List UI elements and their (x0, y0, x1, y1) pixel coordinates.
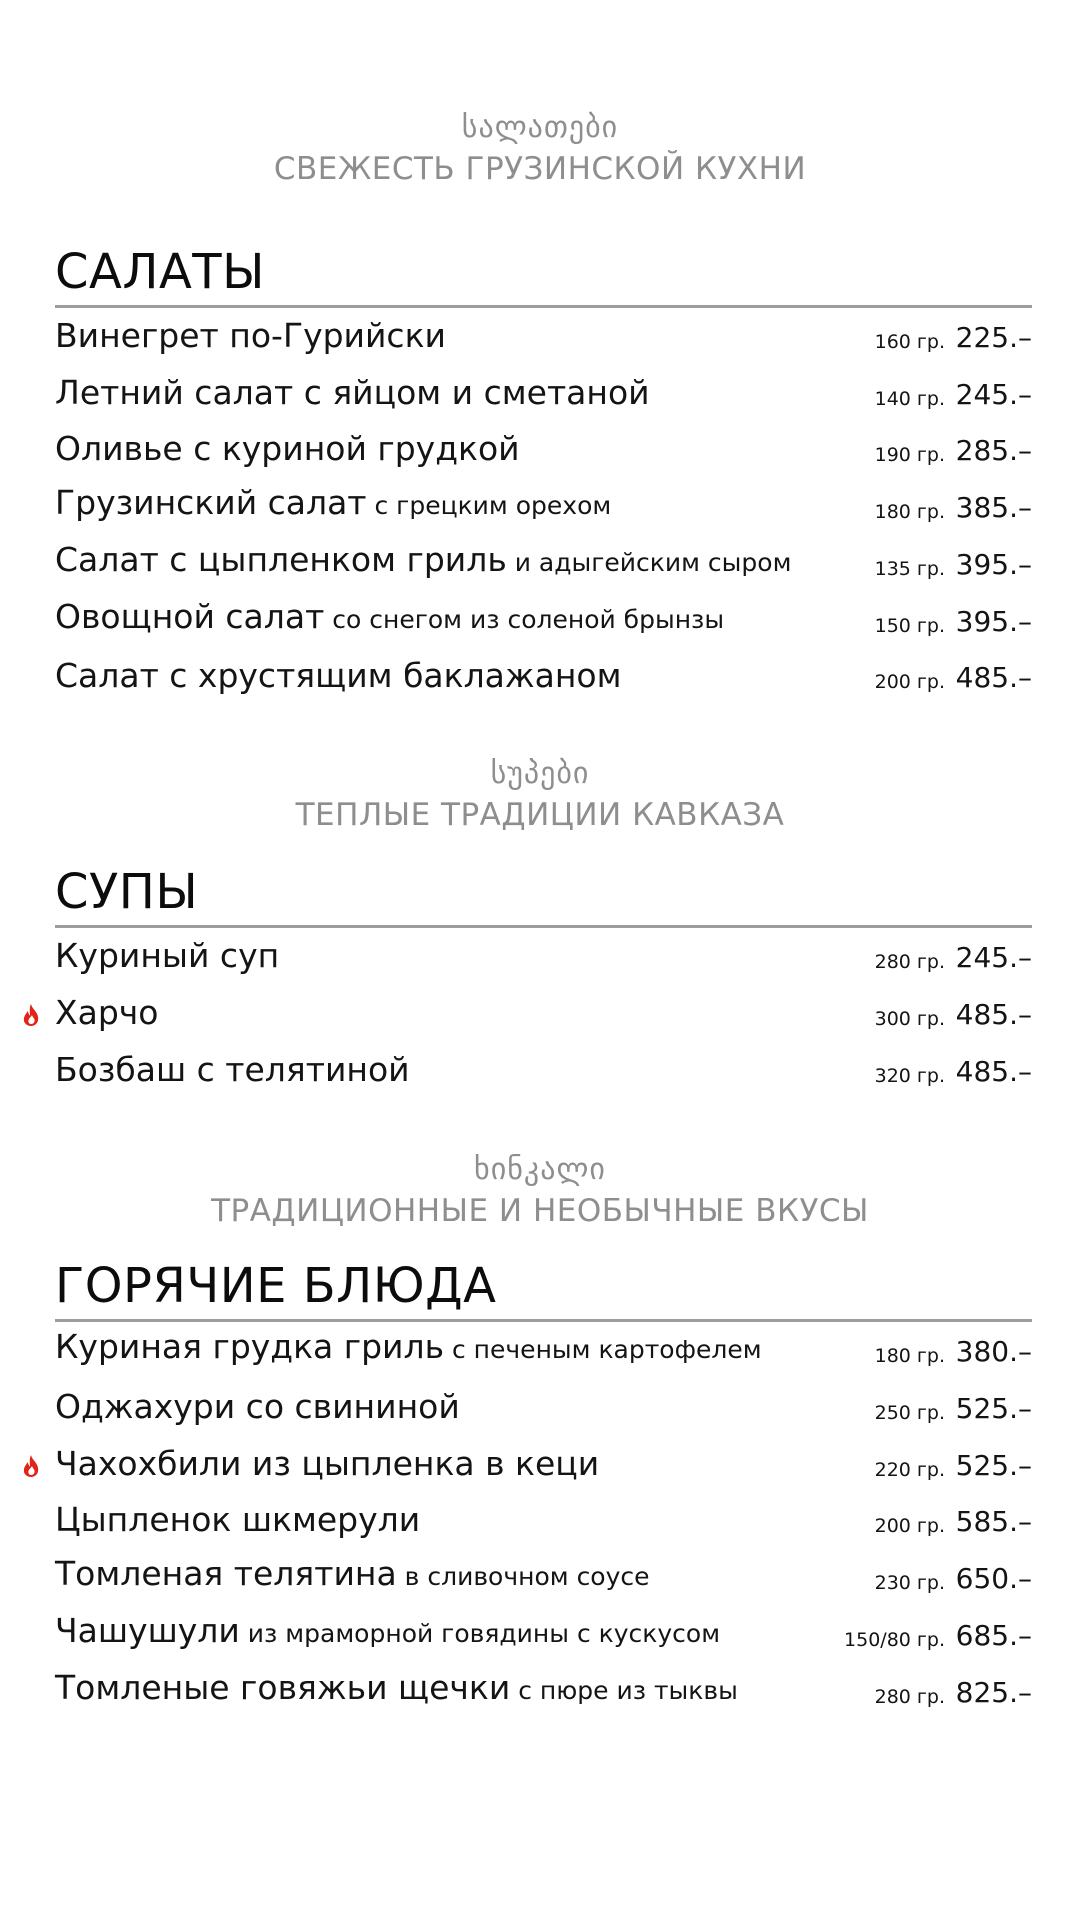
item-description: из мраморной говядины с кускусом (239, 1619, 721, 1648)
item-price: 395.– (955, 547, 1032, 581)
item-title: Чахохбили из цыпленка в кеци (55, 1443, 600, 1483)
item-price: 650.– (955, 1562, 1032, 1596)
item-description: в сливочном соусе (396, 1562, 650, 1592)
item-weight: 180 гр. (874, 1345, 945, 1367)
item-title: Салат с хрустящим баклажаном (55, 656, 622, 696)
item-weight: 135 гр. (874, 557, 945, 580)
menu-item (55, 1050, 1032, 1094)
item-name (55, 1387, 460, 1427)
item-name (55, 597, 724, 640)
item-weight: 190 гр. (874, 444, 945, 467)
menu-item (55, 1387, 1032, 1431)
tagline-russian: ТЕПЛЫЕ ТРАДИЦИИ КАВКАЗА (295, 797, 785, 833)
item-price: 585.– (955, 1505, 1032, 1539)
item-name (55, 1444, 599, 1484)
item-weight: 200 гр. (874, 671, 945, 694)
item-description: с пюре из тыквы (510, 1675, 738, 1705)
item-price: 485.– (955, 661, 1032, 695)
item-description: с грецким орехом (366, 491, 612, 521)
item-price: 525.– (955, 1448, 1032, 1482)
section-tagline (0, 754, 1080, 836)
item-price: 395.– (955, 604, 1032, 638)
section-title: ГОРЯЧИЕ БЛЮДА (55, 1258, 497, 1314)
item-name (55, 1050, 410, 1090)
item-description: с печеным картофелем (444, 1335, 762, 1364)
menu-item (55, 539, 1032, 587)
item-weight: 230 гр. (874, 1572, 945, 1595)
tagline-russian: СВЕЖЕСТЬ ГРУЗИНСКОЙ КУХНИ (273, 151, 807, 187)
item-title: Винегрет по-Гурийски (55, 316, 446, 355)
item-weight: 320 гр. (874, 1065, 945, 1087)
menu-item (55, 1554, 1032, 1601)
section-title: САЛАТЫ (55, 244, 265, 300)
item-title: Овощной салат (55, 596, 325, 636)
item-price: 685.– (955, 1619, 1032, 1652)
item-weight: 200 гр. (874, 1515, 945, 1538)
item-name (55, 483, 611, 526)
menu-item (55, 316, 1032, 360)
item-title: Томленая телятина (55, 1554, 397, 1594)
menu-item (55, 993, 1032, 1037)
item-title: Бозбаш с телятиной (55, 1050, 410, 1089)
tagline-georgian: ხინკალი (474, 1152, 606, 1187)
item-weight: 180 гр. (874, 501, 945, 524)
menu-item (55, 373, 1032, 417)
section-tagline (0, 1150, 1080, 1232)
item-weight: 300 гр. (874, 1008, 945, 1030)
item-name (55, 429, 520, 469)
item-price: 245.– (955, 377, 1032, 411)
item-name (55, 1668, 738, 1711)
item-name (55, 993, 158, 1033)
item-price: 225.– (955, 321, 1032, 354)
menu-item (55, 1444, 1032, 1488)
item-description: и адыгейским сыром (506, 547, 792, 577)
item-title: Куриный суп (55, 936, 280, 975)
item-weight: 220 гр. (874, 1458, 945, 1481)
item-title: Куриная грудка гриль (55, 1327, 445, 1366)
menu-item (55, 596, 1032, 644)
menu-item (55, 936, 1032, 980)
item-name (55, 1327, 762, 1370)
item-price: 380.– (955, 1335, 1032, 1368)
item-price: 485.– (955, 1055, 1032, 1088)
item-price: 525.– (955, 1391, 1032, 1425)
menu-item (55, 656, 1032, 700)
item-weight: 150/80 гр. (844, 1629, 945, 1651)
item-name (55, 936, 279, 976)
section-divider (55, 925, 1032, 928)
item-name (55, 656, 622, 696)
section-title: СУПЫ (55, 864, 199, 920)
item-title: Летний салат с яйцом и сметаной (55, 372, 650, 412)
item-title: Томленые говяжьи щечки (55, 1667, 511, 1707)
item-weight: 280 гр. (874, 1685, 945, 1708)
spicy-flame-icon (21, 1003, 41, 1027)
item-price: 485.– (955, 998, 1032, 1031)
item-title: Грузинский салат (55, 483, 367, 523)
item-description: со снегом из соленой брынзы (324, 604, 725, 634)
item-name (55, 1611, 720, 1654)
item-price: 285.– (955, 434, 1032, 468)
item-title: Салат с цыпленком гриль (55, 539, 507, 579)
item-weight: 280 гр. (874, 951, 945, 973)
item-name (55, 316, 446, 356)
section-tagline (0, 108, 1080, 190)
menu-item (55, 1327, 1032, 1374)
menu-item (55, 1611, 1032, 1658)
section-divider (55, 305, 1032, 308)
item-price: 825.– (955, 1675, 1032, 1709)
item-title: Харчо (55, 993, 159, 1032)
item-title: Оджахури со свининой (55, 1386, 460, 1426)
item-name (55, 1554, 650, 1597)
item-name (55, 1500, 420, 1540)
item-name (55, 540, 791, 583)
tagline-russian: ТРАДИЦИОННЫЕ И НЕОБЫЧНЫЕ ВКУСЫ (211, 1193, 869, 1229)
spicy-flame-icon (21, 1454, 41, 1478)
tagline-georgian: სალათები (461, 110, 619, 145)
section-divider (55, 1319, 1032, 1322)
item-weight: 140 гр. (874, 387, 945, 410)
item-price: 385.– (955, 491, 1032, 525)
item-weight: 160 гр. (874, 331, 945, 353)
tagline-georgian: სუპები (490, 756, 590, 791)
menu-item (55, 483, 1032, 530)
item-title: Чашушули (55, 1611, 240, 1650)
item-weight: 150 гр. (874, 614, 945, 637)
menu-item (55, 1500, 1032, 1544)
menu-item (55, 1667, 1032, 1715)
item-price: 245.– (955, 941, 1032, 974)
menu-item (55, 429, 1032, 473)
item-title: Оливье с куриной грудкой (55, 429, 520, 469)
item-name (55, 373, 650, 413)
item-weight: 250 гр. (874, 1401, 945, 1424)
item-title: Цыпленок шкмерули (55, 1500, 421, 1540)
